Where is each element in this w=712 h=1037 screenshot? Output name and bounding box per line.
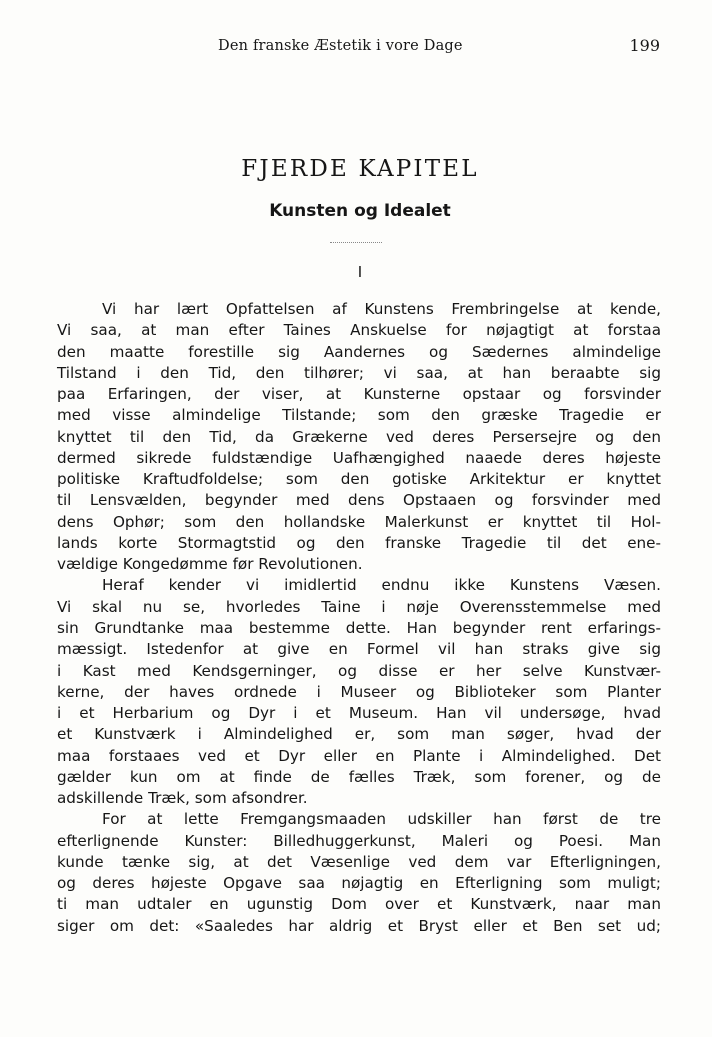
text-line: kerne, der haves ordnede i Museer og Biblioteker som Planter (57, 682, 661, 701)
text-line: med visse almindelige Tilstande; som den græske Tragedie er (57, 406, 661, 425)
text-line: gælder kun om at finde de fælles Træk, som forener, og de (57, 767, 661, 786)
text-line: politiske Kraftudfoldelse; som den gotiske Arkitektur er knyttet (57, 470, 661, 489)
text-line: den maatte forestille sig Aandernes og Sædernes almindelige (57, 342, 661, 361)
text-line: maa forstaaes ved et Dyr eller en Plante i Almindelighed. Det (57, 746, 661, 765)
text-line: lands korte Stormagtstid og den franske Tragedie til det ene- (57, 533, 661, 552)
text-line: Vi har lært Opfattelsen af Kunstens Frembringelse at kende, (102, 300, 661, 318)
ornament-divider (330, 242, 382, 243)
text-line: dens Ophør; som den hollandske Malerkunst er knyttet til Hol- (57, 512, 661, 531)
text-line: vældige Kongedømme før Revolutionen. (57, 555, 363, 574)
text-line: For at lette Fremgangsmaaden udskiller han først de tre (102, 810, 661, 829)
text-line: paa Erfaringen, der viser, at Kunsterne opstaar og forsvinder (57, 385, 661, 404)
text-line: Tilstand i den Tid, den tilhører; vi saa, at han beraabte sig (57, 363, 661, 382)
running-head: Den franske Æstetik i vore Dage (218, 38, 463, 54)
section-number: I (357, 263, 363, 281)
text-line: kunde tænke sig, at det Væsenlige ved dem var Efterligningen, (57, 852, 661, 871)
text-line: dermed sikrede fuldstændige Uafhængighed naaede deres højeste (57, 448, 661, 467)
text-line: ti man udtaler en ugunstig Dom over et Kunstværk, naar man (57, 895, 661, 914)
text-line: sin Grundtanke maa bestemme dette. Han begynder rent erfarings- (57, 618, 661, 637)
text-line: Vi saa, at man efter Taines Anskuelse for nøjagtigt at forstaa (57, 321, 661, 340)
text-line: og deres højeste Opgave saa nøjagtig en Efterligning som muligt; (57, 874, 661, 893)
chapter-title: FJERDE KAPITEL (241, 156, 479, 182)
text-line: adskillende Træk, som afsondrer. (57, 789, 308, 808)
text-line: Vi skal nu se, hvorledes Taine i nøje Overensstemmelse med (57, 597, 661, 616)
text-line: i Kast med Kendsgerninger, og disse er her selve Kunstvær- (57, 661, 661, 680)
text-line: et Kunstværk i Almindelighed er, som man søger, hvad der (57, 725, 661, 744)
page-number: 199 (629, 36, 660, 55)
chapter-subtitle: Kunsten og Idealet (269, 201, 451, 221)
text-line: i et Herbarium og Dyr i et Museum. Han vil undersøge, hvad (57, 704, 661, 723)
text-line: knyttet til den Tid, da Grækerne ved deres Persersejre og den (57, 427, 661, 446)
text-line: til Lensvælden, begynder med dens Opstaaen og forsvinder med (57, 491, 661, 510)
text-line: mæssigt. Istedenfor at give en Formel vil han straks give sig (57, 640, 661, 659)
text-line: efterlignende Kunster: Billedhuggerkunst, Maleri og Poesi. Man (57, 831, 661, 850)
text-line: Heraf kender vi imidlertid endnu ikke Kunstens Væsen. (102, 576, 661, 595)
body-text (57, 299, 661, 937)
text-line: siger om det: «Saaledes har aldrig et Bryst eller et Ben set ud; (57, 916, 661, 935)
